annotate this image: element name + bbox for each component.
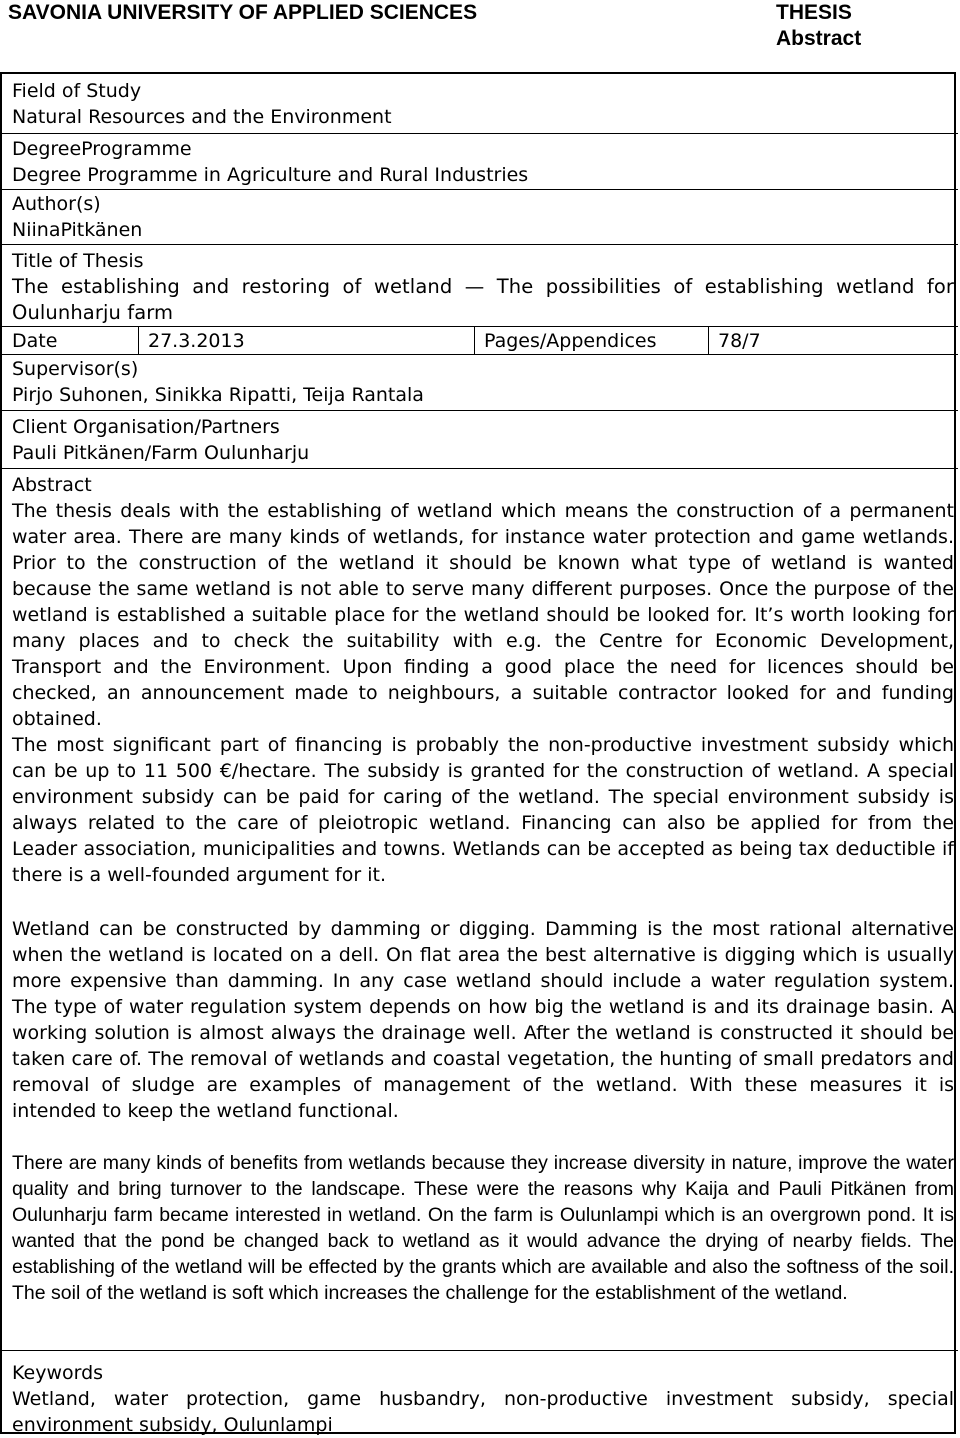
thesis-title-value: The establishing and restoring of wetland — The possibilities of establishing wetland for Oulunharju farm	[12, 275, 954, 324]
keywords-value: Wetland, water protection, game husbandry, non-productive investment subsidy, special environment subsidy, Oulunlampi	[12, 1388, 954, 1436]
divider	[2, 354, 958, 355]
document-type-subtitle: Abstract	[776, 27, 862, 50]
divider	[2, 468, 958, 469]
page-header	[0, 0, 960, 70]
client-value: Pauli Pitkänen/Farm Oulunharju	[12, 442, 310, 464]
divider	[2, 410, 958, 411]
author-value: NiinaPitkänen	[12, 219, 143, 241]
degree-programme-label: DegreeProgramme	[12, 138, 192, 160]
cell-divider	[138, 326, 139, 354]
field-of-study-value: Natural Resources and the Environment	[12, 106, 392, 128]
cell-divider	[708, 326, 709, 354]
divider	[2, 244, 958, 245]
thesis-title-label: Title of Thesis	[12, 250, 144, 272]
pages-label: Pages/Appendices	[484, 330, 657, 352]
date-label: Date	[12, 330, 58, 352]
abstract-paragraph-4: There are many kinds of benefits from wetlands because they increase diversity in nature, improve the water quality and bring turnover to the landscape. These were the reasons why Kaija and Pauli Pitkänen from Oulunharju farm became interested in wetland. On the farm is Oulunlampi which is an overgrown pond. It is wanted that the pond be changed back to wetland as it would advance the drying of nearby fields. The establishing of the wetland will be effected by the grants which are available and also the softness of the soil. The soil of the wetland is soft which increases the challenge for the establishment of the wetland.	[12, 1152, 954, 1304]
abstract-form	[0, 72, 956, 1434]
divider	[2, 133, 958, 134]
divider	[2, 326, 958, 327]
author-label: Author(s)	[12, 193, 101, 215]
divider	[2, 189, 958, 190]
date-value: 27.3.2013	[148, 330, 245, 352]
abstract-paragraph-3: Wetland can be constructed by damming or digging. Damming is the most rational alternative when the wetland is located on a dell. On flat area the best alternative is digging which is usually more expensive than damming. In any case wetland should include a water regulation system. The type of water regulation system depends on how big the wetland is and its drainage basin. A working solution is almost always the drainage well. After the wetland is constructed it should be taken care of. The removal of wetlands and coastal vegetation, the hunting of small predators and removal of sludge are examples of management of the wetland. With these measures it is intended to keep the wetland functional.	[12, 918, 954, 1122]
client-label: Client Organisation/Partners	[12, 416, 280, 438]
abstract-paragraph-2: The most significant part of financing is probably the non-productive investment subsidy which can be up to 11 500 €/hectare. The subsidy is granted for the construction of wetland. A special environment subsidy can be paid for caring of the wetland. The special environment subsidy is always related to the care of pleiotropic wetland. Financing can also be applied for from the Leader association, municipalities and towns. Wetlands can be accepted as being tax deductible if there is a well-founded argument for it.	[12, 734, 954, 886]
university-name: SAVONIA UNIVERSITY OF APPLIED SCIENCES	[8, 1, 478, 24]
degree-programme-value: Degree Programme in Agriculture and Rural Industries	[12, 164, 529, 186]
pages-value: 78/7	[718, 330, 761, 352]
document-type	[776, 0, 861, 52]
keywords-label: Keywords	[12, 1362, 104, 1384]
supervisor-label: Supervisor(s)	[12, 358, 139, 380]
cell-divider	[474, 326, 475, 354]
abstract-paragraph-1: The thesis deals with the establishing of wetland which means the construction of a permanent water area. There are many kinds of wetlands, for instance water protection and game wetlands. Prior to the construction of the wetland it should be known what type of wetland is wanted because the same wetland is not able to serve many different purposes. Once the purpose of the wetland is established a suitable place for the wetland should be looked for. It’s worth looking for many places and to check the suitability with e.g. the Centre for Economic Development, Transport and the Environment. Upon finding a good place the need for licences should be checked, an announcement made to neighbours, a suitable contractor looked for and funding obtained.	[12, 500, 954, 730]
field-of-study-label: Field of Study	[12, 80, 142, 102]
supervisor-value: Pirjo Suhonen, Sinikka Ripatti, Teija Rantala	[12, 384, 424, 406]
abstract-label: Abstract	[12, 474, 92, 496]
divider	[2, 1350, 958, 1351]
document-type-title: THESIS	[776, 1, 852, 24]
